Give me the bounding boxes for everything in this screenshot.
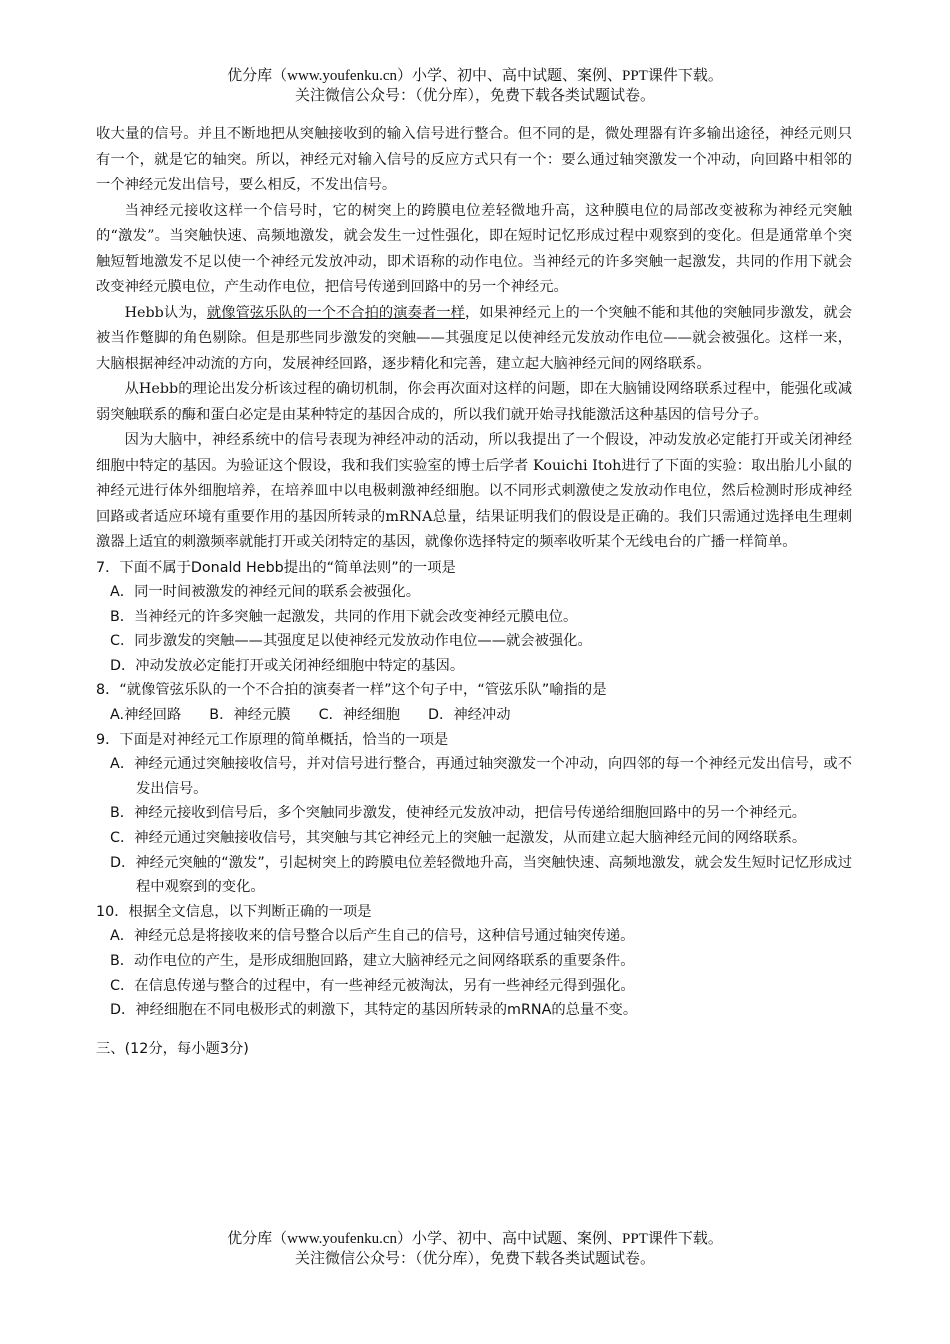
- header-line-2: 关注微信公众号：（优分库），免费下载各类试题试卷。: [294, 88, 655, 104]
- question-9-option-d: D．神经元突触的“激发”，引起树突上的跨膜电位差轻微地升高，当突触快速、高频地激发，就会发生短时记忆形成过程中观察到的变化。: [110, 854, 852, 896]
- page-content: [96, 122, 852, 1061]
- question-7-stem: 7．下面不属于Donald Hebb提出的“简单法则”的一项是: [96, 559, 456, 576]
- question-10-option-a: A．神经元总是将接收来的信号整合以后产生自己的信号，这种信号通过轴突传递。: [110, 928, 635, 945]
- question-7-option-c: C．同步激发的突触——其强度足以使神经元发放动作电位——就会被强化。: [110, 633, 592, 650]
- passage-paragraph-4: 从Hebb的理论出发分析该过程的确切机制，你会再次面对这样的问题，即在大脑铺设网络联系过程中，能强化或减弱突触联系的酶和蛋白必定是由某种特定的基因合成的，所以我们就开始寻找能激活这种基因的信号分子。: [96, 381, 852, 423]
- question-8-option-b: B．神经元膜: [209, 707, 291, 724]
- footer-line-1: 优分库（www.youfenku.cn）小学、初中、高中试题、案例、PPT课件下载。: [227, 1231, 723, 1247]
- question-8-stem: 8．“就像管弦乐队的一个不合拍的演奏者一样”这个句子中，“管弦乐队”喻指的是: [96, 682, 607, 699]
- question-8-options: [96, 703, 852, 728]
- footer-line-2: 关注微信公众号：（优分库），免费下载各类试题试卷。: [294, 1251, 655, 1267]
- question-7-option-d: D．冲动发放必定能打开或关闭神经细胞中特定的基因。: [110, 657, 465, 674]
- question-7: [96, 556, 852, 679]
- question-9-stem: 9．下面是对神经元工作原理的简单概括，恰当的一项是: [96, 731, 449, 748]
- question-9-option-a: A．神经元通过突触接收信号，并对信号进行整合，再通过轴突激发一个冲动，向四邻的每一个神经元发出信号，或不发出信号。: [110, 756, 852, 797]
- question-8-option-d: D．神经冲动: [428, 707, 511, 724]
- header-line-1: 优分库（www.youfenku.cn）小学、初中、高中试题、案例、PPT课件下载。: [227, 68, 723, 84]
- section-3-title: 三、(12分，每小题3分): [96, 1040, 249, 1057]
- question-10-option-c: C．在信息传递与整合的过程中，有一些神经元被淘汰，另有一些神经元得到强化。: [110, 977, 635, 994]
- page-header: [0, 66, 950, 106]
- question-10: [96, 900, 852, 1023]
- question-10-stem: 10．根据全文信息，以下判断正确的一项是: [96, 903, 372, 920]
- passage-paragraph-2: 当神经元接收这样一个信号时，它的树突上的跨膜电位差轻微地升高，这种膜电位的局部改变被称为神经元突触的“激发”。当突触快速、高频地激发，就会发生一过性强化，即在短时记忆形成过程中观察到的变化。但是通常单个突触短暂地激发不足以使一个神经元发放冲动，即术语称的动作电位。当神经元的许多突触一起激发，共同的作用下就会改变神经元膜电位，产生动作电位，把信号传递到回路中的另一个神经元。: [96, 202, 852, 295]
- question-7-option-a: A．同一时间被激发的神经元间的联系会被强化。: [110, 584, 421, 601]
- passage-paragraph-5: 因为大脑中，神经系统中的信号表现为神经冲动的活动，所以我提出了一个假设，冲动发放必定能打开或关闭神经细胞中特定的基因。为验证这个假设，我和我们实验室的博士后学者 Kouichi Itoh进行了下面的实验：取出胎儿小鼠的神经元进行体外细胞培养，在培养皿中以电极刺激神经细胞。以不同形式刺激使之发放动作电位，然后检测时形成神经回路或者适应环境有重要作用的基因所转录的mRNA总量，结果证明我们的假设是正确的。我们只需通过选择电生理刺激器上适宜的刺激频率就能打开或关闭特定的基因，就像你选择特定的频率收听某个无线电台的广播一样简单。: [96, 432, 852, 550]
- question-10-option-d: D．神经细胞在不同电极形式的刺激下，其特定的基因所转录的mRNA的总量不变。: [110, 1002, 638, 1019]
- question-8: [96, 678, 852, 727]
- question-10-option-b: B．动作电位的产生，是形成细胞回路，建立大脑神经元之间网络联系的重要条件。: [110, 953, 635, 969]
- question-9-option-c: C．神经元通过突触接收信号，其突触与其它神经元上的突触一起激发，从而建立起大脑神经元间的网络联系。: [110, 830, 807, 847]
- paragraph-3-rest: ，如果神经元上的一个突触不能和其他的突触同步激发，就会被当作蹩脚的角色剔除。但是那些同步激发的突触——其强度足以使神经元发放动作电位——就会被强化。这样一来，大脑根据神经冲动流的方向，发展神经回路，逐步精化和完善，建立起大脑神经元间的网络联系。: [96, 304, 853, 372]
- passage-paragraph-1: 收大量的信号。并且不断地把从突触接收到的输入信号进行整合。但不同的是，微处理器有许多输出途径，神经元则只有一个，就是它的轴突。所以，神经元对输入信号的反应方式只有一个：要么通过轴突激发一个冲动，向回路中相邻的一个神经元发出信号，要么相反，不发出信号。: [96, 126, 852, 193]
- page-footer: [0, 1229, 950, 1269]
- paragraph-3-lead: Hebb认为，: [124, 304, 207, 321]
- question-9: [96, 728, 852, 900]
- question-8-option-c: C．神经细胞: [318, 707, 401, 724]
- passage-paragraph-3: [96, 301, 852, 378]
- question-7-option-b: B．当神经元的许多突触一起激发，共同的作用下就会改变神经元膜电位。: [110, 608, 578, 625]
- question-8-option-a: A.神经回路: [110, 707, 182, 724]
- question-9-option-b: B．神经元接收到信号后，多个突触同步激发，使神经元发放冲动，把信号传递给细胞回路中的另一个神经元。: [110, 805, 807, 822]
- underlined-quote: 就像管弦乐队的一个不合拍的演奏者一样: [206, 304, 465, 321]
